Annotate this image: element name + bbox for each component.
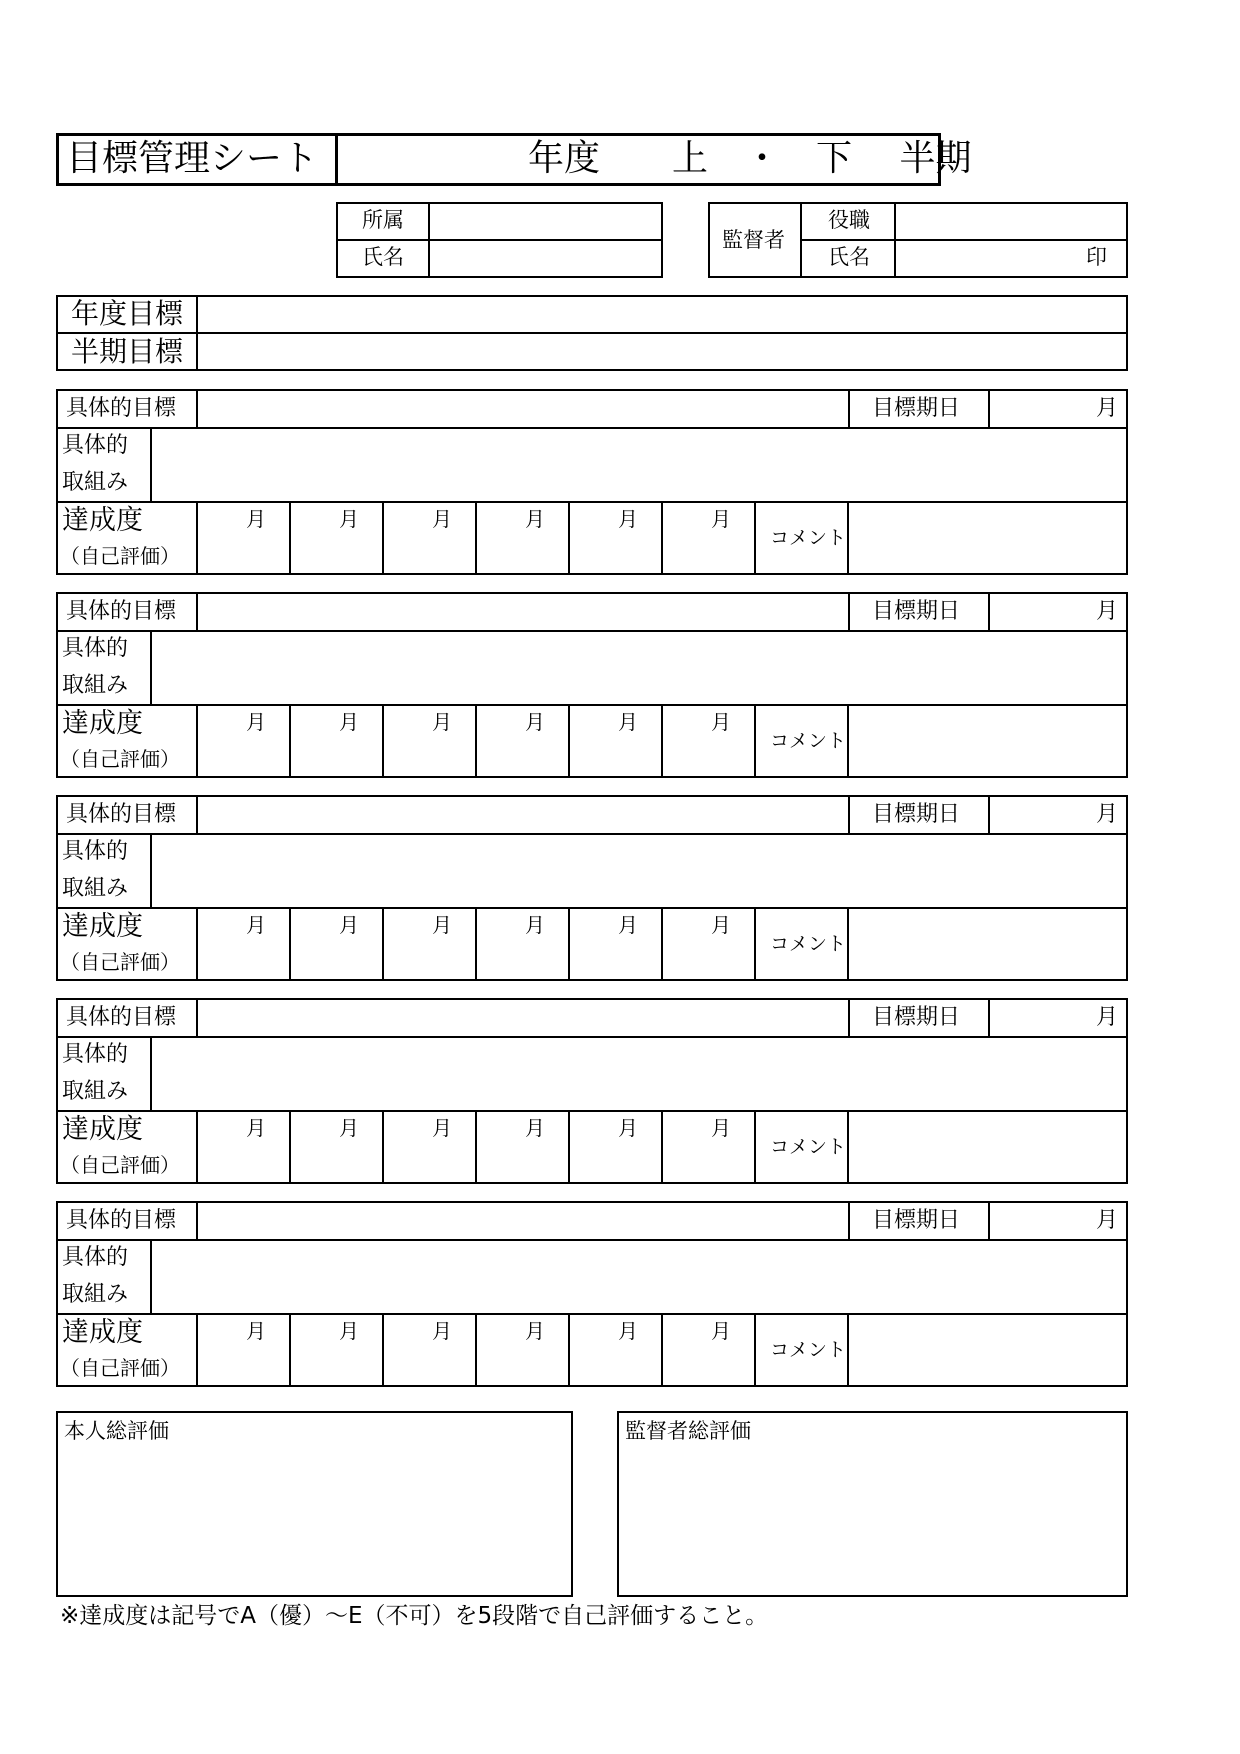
document-title: 目標管理シート	[66, 138, 319, 179]
table-divider	[754, 907, 756, 981]
month-label: 月	[525, 710, 545, 734]
month-label: 月	[432, 1319, 452, 1343]
comment-field[interactable]	[849, 1315, 1124, 1387]
deadline-field[interactable]	[992, 1000, 1092, 1036]
deadline-month: 月	[1096, 599, 1119, 624]
specific-goal-field[interactable]	[200, 391, 846, 427]
deadline-label: 目標期日	[872, 396, 961, 421]
action-label: 具体的	[62, 1042, 129, 1067]
deadline-label: 目標期日	[872, 802, 961, 827]
specific-goal-block	[56, 389, 1128, 575]
month-label: 月	[618, 913, 638, 937]
month-achievement-cell[interactable]	[291, 706, 382, 778]
comment-label: コメント	[770, 933, 847, 955]
supervisor-label: 監督者	[722, 228, 785, 252]
month-label: 月	[246, 913, 266, 937]
comment-field[interactable]	[849, 706, 1124, 778]
specific-goal-field[interactable]	[200, 797, 846, 833]
annual-goal-field[interactable]	[200, 297, 1126, 330]
deadline-month: 月	[1096, 802, 1119, 827]
table-divider	[150, 427, 152, 501]
month-achievement-cell[interactable]	[198, 1315, 289, 1387]
month-achievement-cell[interactable]	[663, 1315, 754, 1387]
month-achievement-cell[interactable]	[291, 909, 382, 981]
month-label: 月	[525, 913, 545, 937]
deadline-field[interactable]	[992, 797, 1092, 833]
table-divider	[848, 1203, 850, 1239]
month-label: 月	[711, 507, 731, 531]
month-achievement-cell[interactable]	[570, 1112, 661, 1184]
achievement-label: 達成度	[62, 708, 143, 739]
department-field[interactable]	[432, 204, 661, 237]
half-year-goal-field[interactable]	[200, 334, 1126, 369]
month-achievement-cell[interactable]	[477, 909, 568, 981]
supervisor-evaluation-label: 監督者総評価	[625, 1419, 751, 1443]
table-divider	[196, 594, 198, 630]
achievement-label: 達成度	[62, 911, 143, 942]
table-divider	[988, 797, 990, 833]
department-label: 所属	[362, 208, 404, 232]
month-label: 月	[525, 507, 545, 531]
annual-goal-label: 年度目標	[71, 297, 184, 330]
month-label: 月	[339, 913, 359, 937]
month-label: 月	[246, 507, 266, 531]
seal-mark: 印	[1086, 245, 1107, 269]
table-divider	[196, 797, 198, 833]
month-achievement-cell[interactable]	[477, 706, 568, 778]
specific-goal-label: 具体的目標	[66, 1208, 177, 1233]
table-divider	[848, 1000, 850, 1036]
supervisor-name-label: 氏名	[828, 245, 870, 269]
title-divider	[335, 133, 338, 186]
month-achievement-cell[interactable]	[198, 503, 289, 575]
month-label: 月	[246, 710, 266, 734]
period-selector[interactable]: 年度 上 ・ 下 半期	[528, 138, 972, 179]
month-achievement-cell[interactable]	[477, 1315, 568, 1387]
deadline-label: 目標期日	[872, 1208, 961, 1233]
action-field[interactable]	[154, 835, 1124, 907]
table-divider	[150, 1036, 152, 1110]
comment-label: コメント	[770, 1136, 847, 1158]
month-achievement-cell[interactable]	[198, 1112, 289, 1184]
action-label: 取組み	[62, 673, 129, 698]
month-achievement-cell[interactable]	[384, 1315, 475, 1387]
month-label: 月	[339, 710, 359, 734]
deadline-field[interactable]	[992, 391, 1092, 427]
comment-label: コメント	[770, 730, 847, 752]
deadline-field[interactable]	[992, 1203, 1092, 1239]
table-divider	[196, 1203, 198, 1239]
comment-label: コメント	[770, 527, 847, 549]
month-label: 月	[246, 1319, 266, 1343]
table-divider	[196, 391, 198, 427]
table-divider	[754, 1110, 756, 1184]
month-achievement-cell[interactable]	[570, 909, 661, 981]
month-label: 月	[246, 1116, 266, 1140]
comment-field[interactable]	[849, 909, 1124, 981]
action-field[interactable]	[154, 429, 1124, 501]
month-achievement-cell[interactable]	[663, 1112, 754, 1184]
month-label: 月	[525, 1319, 545, 1343]
month-achievement-cell[interactable]	[291, 1112, 382, 1184]
specific-goal-block	[56, 795, 1128, 981]
month-achievement-cell[interactable]	[384, 503, 475, 575]
action-field[interactable]	[154, 632, 1124, 704]
supervisor-position-label: 役職	[828, 208, 870, 232]
specific-goal-block	[56, 998, 1128, 1184]
month-label: 月	[339, 1116, 359, 1140]
self-evaluation-sublabel: （自己評価）	[60, 950, 180, 974]
deadline-label: 目標期日	[872, 599, 961, 624]
table-divider	[988, 391, 990, 427]
month-label: 月	[711, 1319, 731, 1343]
half-year-goal-label: 半期目標	[71, 335, 184, 368]
specific-goal-label: 具体的目標	[66, 396, 177, 421]
table-divider	[150, 1239, 152, 1313]
table-divider	[754, 704, 756, 778]
table-divider	[848, 594, 850, 630]
deadline-label: 目標期日	[872, 1005, 961, 1030]
action-label: 取組み	[62, 1282, 129, 1307]
comment-field[interactable]	[849, 503, 1124, 575]
month-label: 月	[432, 1116, 452, 1140]
table-divider	[754, 1313, 756, 1387]
month-achievement-cell[interactable]	[477, 503, 568, 575]
month-label: 月	[339, 507, 359, 531]
table-divider	[988, 1203, 990, 1239]
month-label: 月	[711, 1116, 731, 1140]
achievement-label: 達成度	[62, 1317, 143, 1348]
specific-goal-label: 具体的目標	[66, 599, 177, 624]
month-achievement-cell[interactable]	[570, 706, 661, 778]
month-achievement-cell[interactable]	[477, 1112, 568, 1184]
month-label: 月	[618, 507, 638, 531]
month-achievement-cell[interactable]	[291, 503, 382, 575]
month-achievement-cell[interactable]	[384, 706, 475, 778]
action-label: 具体的	[62, 839, 129, 864]
self-evaluation-label: 本人総評価	[64, 1419, 169, 1443]
comment-field[interactable]	[849, 1112, 1124, 1184]
month-label: 月	[618, 1116, 638, 1140]
table-divider	[988, 1000, 990, 1036]
employee-name-field[interactable]	[432, 241, 661, 276]
action-label: 具体的	[62, 433, 129, 458]
month-achievement-cell[interactable]	[198, 909, 289, 981]
specific-goal-block	[56, 1201, 1128, 1387]
specific-goal-label: 具体的目標	[66, 802, 177, 827]
month-achievement-cell[interactable]	[663, 706, 754, 778]
deadline-month: 月	[1096, 1005, 1119, 1030]
month-achievement-cell[interactable]	[570, 1315, 661, 1387]
supervisor-evaluation-box[interactable]	[617, 1411, 1128, 1597]
self-evaluation-sublabel: （自己評価）	[60, 1153, 180, 1177]
month-label: 月	[339, 1319, 359, 1343]
table-divider	[754, 501, 756, 575]
table-divider	[848, 391, 850, 427]
footnote: ※達成度は記号でA（優）～E（不可）を5段階で自己評価すること。	[60, 1603, 769, 1629]
specific-goal-label: 具体的目標	[66, 1005, 177, 1030]
month-achievement-cell[interactable]	[570, 503, 661, 575]
table-divider	[150, 630, 152, 704]
month-achievement-cell[interactable]	[384, 909, 475, 981]
month-achievement-cell[interactable]	[384, 1112, 475, 1184]
supervisor-name-field[interactable]	[898, 241, 1078, 276]
month-label: 月	[432, 507, 452, 531]
month-label: 月	[432, 913, 452, 937]
action-label: 具体的	[62, 1245, 129, 1270]
month-achievement-cell[interactable]	[663, 909, 754, 981]
action-label: 取組み	[62, 1079, 129, 1104]
month-label: 月	[711, 913, 731, 937]
supervisor-position-field[interactable]	[898, 204, 1126, 237]
table-divider	[848, 797, 850, 833]
month-label: 月	[618, 710, 638, 734]
month-achievement-cell[interactable]	[291, 1315, 382, 1387]
action-field[interactable]	[154, 1241, 1124, 1313]
specific-goal-block	[56, 592, 1128, 778]
achievement-label: 達成度	[62, 1114, 143, 1145]
month-label: 月	[432, 710, 452, 734]
employee-name-label: 氏名	[362, 245, 404, 269]
self-evaluation-sublabel: （自己評価）	[60, 544, 180, 568]
self-evaluation-sublabel: （自己評価）	[60, 1356, 180, 1380]
comment-label: コメント	[770, 1339, 847, 1361]
deadline-field[interactable]	[992, 594, 1092, 630]
action-field[interactable]	[154, 1038, 1124, 1110]
action-label: 具体的	[62, 636, 129, 661]
month-label: 月	[711, 710, 731, 734]
self-evaluation-sublabel: （自己評価）	[60, 747, 180, 771]
achievement-label: 達成度	[62, 505, 143, 536]
month-label: 月	[618, 1319, 638, 1343]
action-label: 取組み	[62, 876, 129, 901]
action-label: 取組み	[62, 470, 129, 495]
self-evaluation-box[interactable]	[56, 1411, 573, 1597]
deadline-month: 月	[1096, 1208, 1119, 1233]
specific-goal-field[interactable]	[200, 1203, 846, 1239]
month-label: 月	[525, 1116, 545, 1140]
specific-goal-field[interactable]	[200, 594, 846, 630]
month-achievement-cell[interactable]	[663, 503, 754, 575]
table-divider	[196, 1000, 198, 1036]
month-achievement-cell[interactable]	[198, 706, 289, 778]
table-divider	[988, 594, 990, 630]
specific-goal-field[interactable]	[200, 1000, 846, 1036]
table-divider	[150, 833, 152, 907]
deadline-month: 月	[1096, 396, 1119, 421]
